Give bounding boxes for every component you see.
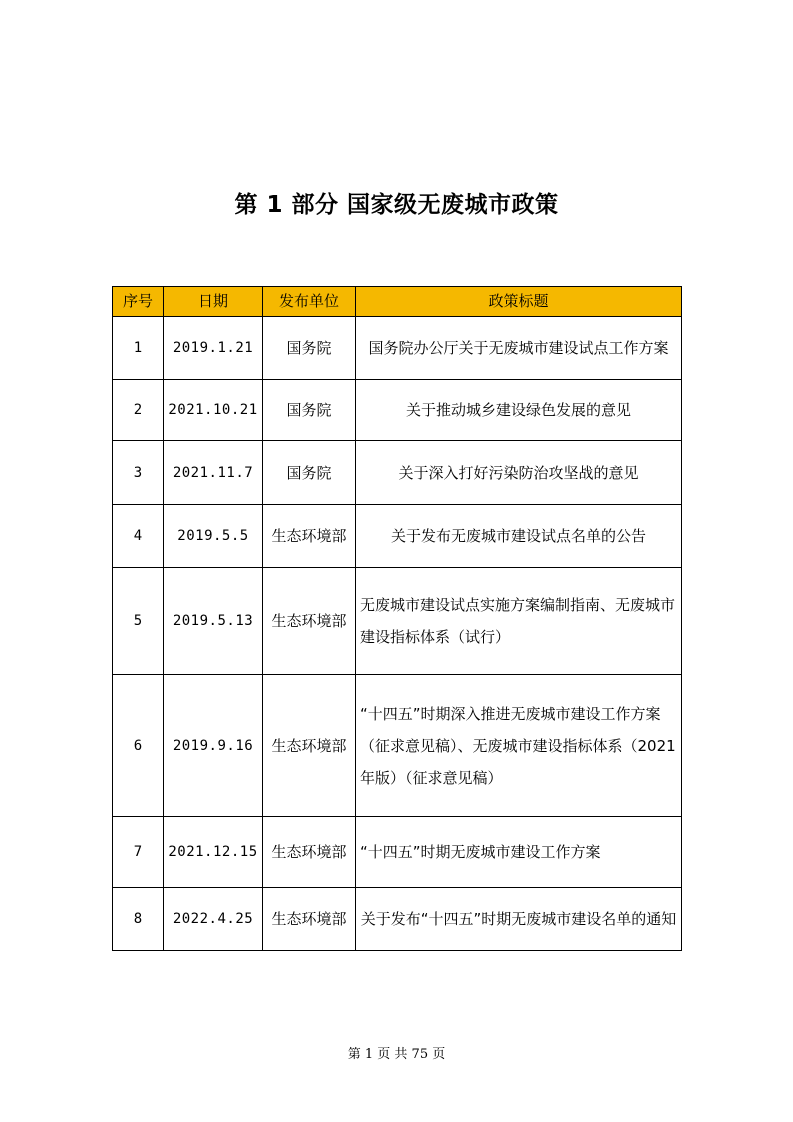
row-issuer: 生态环境部 [263,817,356,888]
table-row [113,675,682,817]
row-issuer: 生态环境部 [263,888,356,951]
row-date: 2021.12.15 [164,817,263,888]
row-issuer: 生态环境部 [263,675,356,817]
row-date: 2022.4.25 [164,888,263,951]
row-policy-title: 关于发布“十四五”时期无废城市建设名单的通知 [356,888,682,951]
table-row [113,888,682,951]
table-header-row [113,287,682,317]
page-footer: 第 1 页 共 75 页 [347,1047,446,1062]
row-date: 2019.5.13 [164,568,263,675]
table-row [113,317,682,380]
row-issuer: 国务院 [263,317,356,380]
row-date: 2019.5.5 [164,505,263,568]
table-row [113,817,682,888]
page-title: 第 1 部分 国家级无废城市政策 [234,192,559,218]
row-policy-title: 关于深入打好污染防治攻坚战的意见 [356,441,682,505]
row-date: 2019.9.16 [164,675,263,817]
row-policy-title: 关于发布无废城市建设试点名单的公告 [356,505,682,568]
row-index: 1 [113,317,164,380]
row-index: 5 [113,568,164,675]
row-issuer: 国务院 [263,380,356,441]
table-row [113,441,682,505]
row-index: 2 [113,380,164,441]
row-issuer: 生态环境部 [263,505,356,568]
table-row [113,505,682,568]
table-row [113,380,682,441]
row-index: 7 [113,817,164,888]
row-date: 2019.1.21 [164,317,263,380]
row-issuer: 生态环境部 [263,568,356,675]
header-date: 日期 [164,287,263,317]
row-index: 3 [113,441,164,505]
row-index: 6 [113,675,164,817]
row-issuer: 国务院 [263,441,356,505]
policy-table [112,286,682,951]
row-policy-title: “十四五”时期无废城市建设工作方案 [356,817,682,888]
row-index: 8 [113,888,164,951]
header-issuer: 发布单位 [263,287,356,317]
table-row [113,568,682,675]
header-index: 序号 [113,287,164,317]
row-date: 2021.10.21 [164,380,263,441]
row-index: 4 [113,505,164,568]
row-policy-title: 无废城市建设试点实施方案编制指南、无废城市建设指标体系（试行） [356,568,682,675]
header-policy-title: 政策标题 [356,287,682,317]
row-policy-title: 关于推动城乡建设绿色发展的意见 [356,380,682,441]
row-date: 2021.11.7 [164,441,263,505]
row-policy-title: 国务院办公厅关于无废城市建设试点工作方案 [356,317,682,380]
row-policy-title: “十四五”时期深入推进无废城市建设工作方案（征求意见稿）、无废城市建设指标体系（2021 年版）（征求意见稿） [356,675,682,817]
